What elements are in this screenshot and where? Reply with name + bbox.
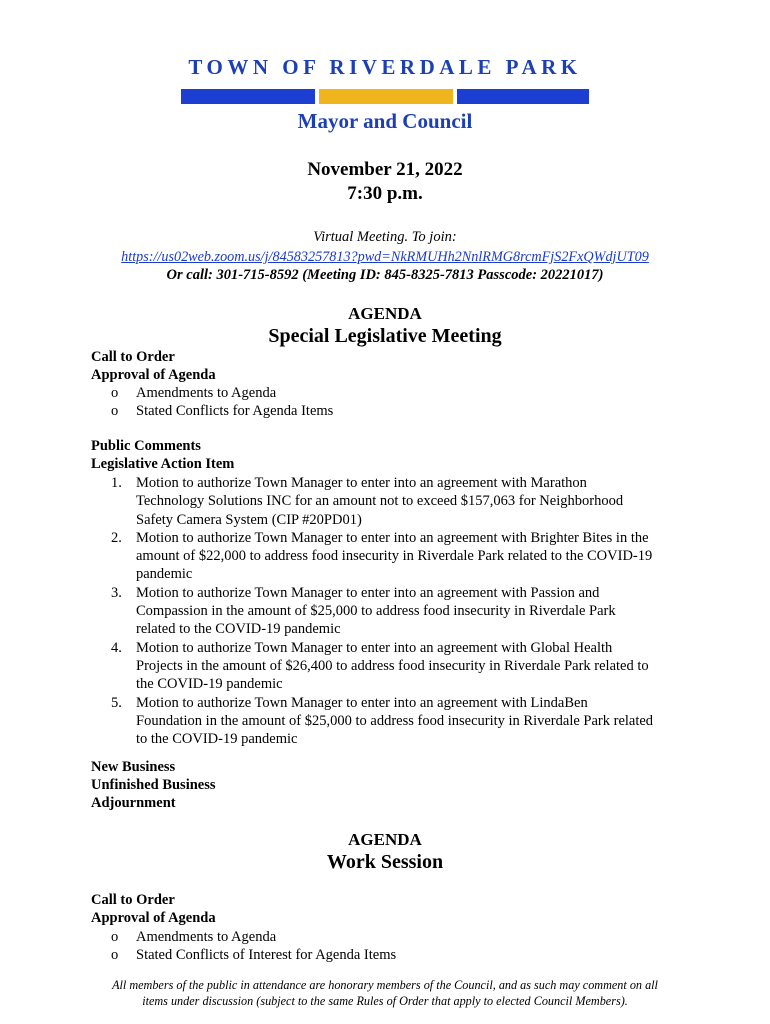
special-sub-item (111, 385, 276, 402)
bullet-marker: o (111, 929, 119, 945)
work-approval-of-agenda: Approval of Agenda (91, 910, 216, 926)
motion-line: to the COVID-19 pandemic (136, 731, 298, 748)
motion-text (136, 639, 691, 694)
motion-line: Motion to authorize Town Manager to enter into an agreement with Marathon (136, 475, 587, 491)
special-agenda-label: AGENDA (348, 304, 422, 323)
sub-item-text: Stated Conflicts of Interest for Agenda Items (136, 947, 397, 963)
motion-line: amount of $22,000 to address food insecurity in Riverdale Park related to the COVID-19 (136, 548, 653, 565)
motion-text (136, 529, 691, 584)
virtual-meeting-text: Virtual Meeting. To join: (313, 229, 457, 245)
motion-item (111, 639, 691, 694)
footer-note (60, 977, 710, 1009)
special-public-comments: Public Comments (91, 438, 201, 454)
meeting-date: November 21, 2022 (307, 159, 463, 180)
motion-number: 3. (111, 584, 122, 601)
work-sub-item (111, 947, 396, 964)
special-meeting-title: Special Legislative Meeting (268, 325, 502, 347)
motion-line: the COVID-19 pandemic (136, 676, 283, 693)
work-agenda-label: AGENDA (348, 830, 422, 849)
footer-line: All members of the public in attendance are honorary members of the Council, and as such may comment on all (112, 978, 658, 992)
header-bar-blue-left (181, 89, 315, 104)
bullet-marker: o (111, 385, 119, 401)
motion-item (111, 584, 691, 639)
motion-text (136, 584, 691, 639)
motion-line: Projects in the amount of $26,400 to address food insecurity in Riverdale Park related to (136, 657, 649, 674)
meeting-time: 7:30 p.m. (347, 183, 423, 204)
sub-item-text: Amendments to Agenda (136, 929, 277, 945)
bullet-marker: o (111, 403, 119, 419)
motion-line: Motion to authorize Town Manager to enter into an agreement with Passion and (136, 584, 600, 601)
motion-number: 5. (111, 694, 122, 711)
motion-line: Foundation in the amount of $25,000 to address food insecurity in Riverdale Park related (136, 712, 654, 729)
special-legislative-action: Legislative Action Item (91, 456, 235, 472)
zoom-link[interactable]: https://us02web.zoom.us/j/84583257813?pwd=NkRMUHh2NnlRMG8rcmFjS2FxQWdjUT09 (121, 249, 649, 265)
special-approval-of-agenda: Approval of Agenda (91, 367, 216, 383)
motion-number: 1. (111, 475, 122, 491)
header-bar-gold (319, 89, 453, 104)
body-title: Mayor and Council (297, 109, 473, 133)
header-color-bars (181, 89, 589, 104)
motion-line: Compassion in the amount of $25,000 to address food insecurity in Riverdale Park (136, 603, 616, 620)
motion-line: Motion to authorize Town Manager to enter into an agreement with Global Health (136, 639, 613, 656)
footer-line: items under discussion (subject to the same Rules of Order that apply to elected Council Members). (142, 994, 628, 1008)
motion-line: related to the COVID-19 pandemic (136, 621, 341, 638)
motion-item (111, 694, 691, 749)
motion-number: 4. (111, 639, 122, 656)
motion-item (111, 474, 691, 529)
motion-number: 2. (111, 529, 122, 546)
header-bar-blue-right (457, 89, 589, 104)
bullet-marker: o (111, 947, 119, 963)
special-call-to-order: Call to Order (91, 349, 175, 365)
motion-text (136, 694, 691, 749)
special-new-business: New Business (91, 759, 176, 775)
work-sub-item (111, 929, 276, 946)
motion-item (111, 529, 691, 584)
sub-item-text: Amendments to Agenda (136, 385, 277, 401)
call-in-text: Or call: 301-715-8592 (Meeting ID: 845-8325-7813 Passcode: 20221017) (166, 267, 604, 283)
motion-line: Technology Solutions INC for an amount not to exceed $157,063 for Neighborhood (136, 493, 624, 510)
work-call-to-order: Call to Order (91, 892, 175, 908)
motion-line: Safety Camera System (CIP #20PD01) (136, 511, 362, 528)
motion-text (136, 474, 691, 529)
town-title: TOWN OF RIVERDALE PARK (188, 55, 582, 79)
special-sub-item (111, 403, 333, 420)
special-unfinished-business: Unfinished Business (91, 777, 216, 793)
motion-line: pandemic (136, 566, 193, 583)
motion-list (111, 474, 691, 748)
motion-line: Motion to authorize Town Manager to enter into an agreement with Brighter Bites in the (136, 529, 649, 546)
sub-item-text: Stated Conflicts for Agenda Items (136, 403, 334, 419)
special-adjournment: Adjournment (91, 795, 176, 811)
motion-line: Motion to authorize Town Manager to enter into an agreement with LindaBen (136, 694, 588, 711)
work-session-title: Work Session (326, 851, 444, 873)
